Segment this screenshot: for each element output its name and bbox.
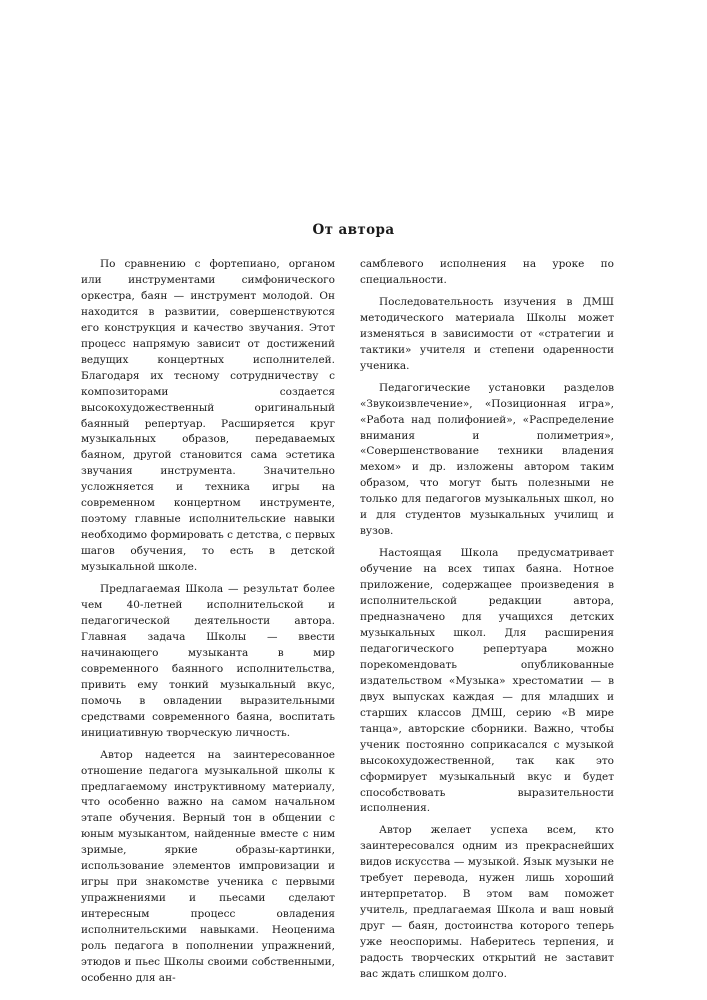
paragraph: Настоящая Школа предусматривает обучение на всех типах баяна. Нотное приложение, содержащее произведения в исполнительской редакции автора, предназначено для учащихся детских музыкальных школ. Для расширения педагогического репертуара можно порекомендовать опубликованные издательством «Музыка» хрестоматии — в двух выпусках каждая — для младших и старших классов ДМШ, серию «В мире танца», авторские сборники. Важно, чтобы ученик постоянно соприкасался с музыкой высокохудожественной, так как это сформирует музыкальный вкус и будет способствовать выразительности исполнения.	[360, 547, 614, 815]
paragraph: Автор желает успеха всем, кто заинтересовался одним из прекраснейших видов искусства — музыкой. Язык музыки не требует перевода, нужен лишь хороший интерпретатор. В этом вам поможет учитель, предлагаемая Школа и ваш новый друг — баян, достоинства которого теперь уже неоспоримы. Наберитесь терпения, и радость творческих открытий не заставит вас ждать слишком долго.	[360, 824, 614, 980]
paragraph: По сравнению с фортепиано, органом или инструментами симфонического оркестра, баян — инструмент молодой. Он находится в развитии, совершенствуются его конструкция и качество звучания. Этот процесс напрямую зависит от достижений ведущих концертных исполнителей. Благодаря их тесному сотрудничеству с композиторами создается высокохудожественный оригинальный баянный репертуар. Расширяется круг музыкальных образов, передаваемых баяном, другой становится сама эстетика звучания инструмента. Значительно усложняется и техника игры на современном концертном инструменте, поэтому главные исполнительские навыки необходимо формировать с детства, с первых шагов обучения, то есть в детской музыкальной школе.	[81, 258, 335, 574]
page-title: От автора	[312, 222, 395, 238]
paragraph: Педагогические установки разделов «Звукоизвлечение», «Позиционная игра», «Работа над полифонией», «Распределение внимания и полиметрия», «Совершенствование техники владения мехом» и др. изложены автором таким образом, что могут быть полезными не только для педагогов музыкальных школ, но и для студентов музыкальных училищ и вузов.	[360, 381, 614, 538]
paragraph: Автор надеется на заинтересованное отношение педагога музыкальной школы к предлагаемому инструктивному материалу, что особенно важно на самом начальном этапе обучения. Верный тон в общении с юным музыкантом, найденные вместе с ним зримые, яркие образы-картинки, использование элементов импровизации и игры при знакомстве ученика с первыми упражнениями и пьесами сделают интересным процесс овладения исполнительскими навыками. Неоценима роль педагога в пополнении упражнений, этюдов и пьес Школы своими собственными, особенно для ан-	[81, 748, 335, 984]
paragraph-continuation: самблевого исполнения на уроке по специальности.	[360, 258, 614, 286]
right-text-column	[360, 257, 614, 989]
paragraph: Последовательность изучения в ДМШ методического материала Школы может изменяться в зависимости от «стратегии и тактики» учителя и степени одаренности ученика.	[360, 295, 614, 372]
paragraph: Предлагаемая Школа — результат более чем 40-летней исполнительской и педагогической деятельности автора. Главная задача Школы — ввести начинающего музыканта в мир современного баянного исполнительства, привить ему тонкий музыкальный вкус, помочь в овладении выразительными средствами современного баяна, воспитать инициативную творческую личность.	[81, 583, 335, 739]
left-text-column	[81, 257, 335, 993]
